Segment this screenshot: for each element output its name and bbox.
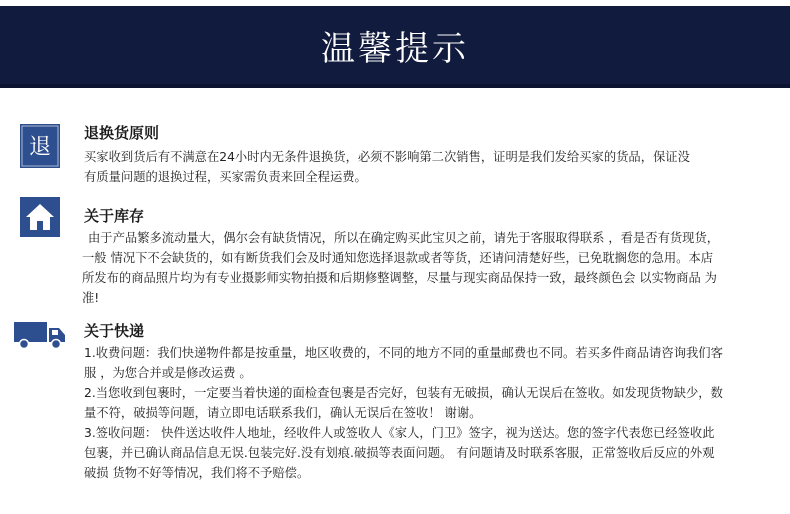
page-title: 温馨提示	[321, 28, 469, 69]
body-line: 量不符，破损等问题，请立即电话联系我们，确认无误后在签收！ 谢谢。	[84, 406, 482, 420]
section-body	[84, 343, 784, 483]
section-body	[82, 228, 782, 308]
section-title: 退换货原则	[84, 124, 160, 142]
section-body	[84, 147, 774, 187]
section-title: 关于库存	[84, 207, 145, 225]
body-line: 有质量问题的退换过程，买家需负责来回全程运费。	[84, 170, 367, 184]
return-char-icon	[20, 124, 60, 172]
body-line: 由于产品繁多流动量大，偶尔会有缺货情况，所以在确定购买此宝贝之前，请先于客服取得联系 ，看是否有货现货，	[88, 231, 720, 245]
body-line: 一般 情况下不会缺货的，如有断货我们会及时通知您选择退款或者等货，还请问清楚好些，已免耽搁您的急用。本店	[82, 251, 714, 265]
truck-icon	[14, 320, 66, 354]
body-line: 破损 货物不好等情况，我们将不予赔偿。	[84, 466, 310, 480]
header-banner	[0, 6, 790, 88]
body-line: 服 ，为您合并或是修改运费 。	[84, 366, 252, 380]
body-line: 2.当您收到包裹时，一定要当着快递的面检查包裹是否完好，包装有无破损，确认无误后在签收。如发现货物缺少，数	[84, 386, 723, 400]
body-line: 准!	[82, 291, 100, 305]
body-line: 买家收到货后有不满意在24小时内无条件退换货，必须不影响第二次销售，证明是我们发给买家的货品，保证没	[84, 150, 690, 164]
body-line: 所发布的商品照片均为有专业摄影师实物拍摄和后期修整调整，尽量与现实商品保持一致，最终颜色会 以实物商品 为	[82, 271, 717, 285]
body-line: 包裹，并已确认商品信息无误.包装完好.没有划痕.破损等表面问题。 有问题请及时联系客服，正常签收后反应的外观	[84, 446, 715, 460]
house-icon	[20, 197, 60, 241]
svg-text:退: 退	[28, 135, 52, 160]
body-line: 1.收费问题：我们快递物件都是按重量，地区收费的，不同的地方不同的重量邮费也不同。若买多件商品请咨询我们客	[84, 346, 723, 360]
section-title: 关于快递	[84, 322, 145, 340]
body-line: 3.签收问题： 快件送达收件人地址，经收件人或签收人《家人，门卫》签字，视为送达。您的签字代表您已经签收此	[84, 426, 715, 440]
